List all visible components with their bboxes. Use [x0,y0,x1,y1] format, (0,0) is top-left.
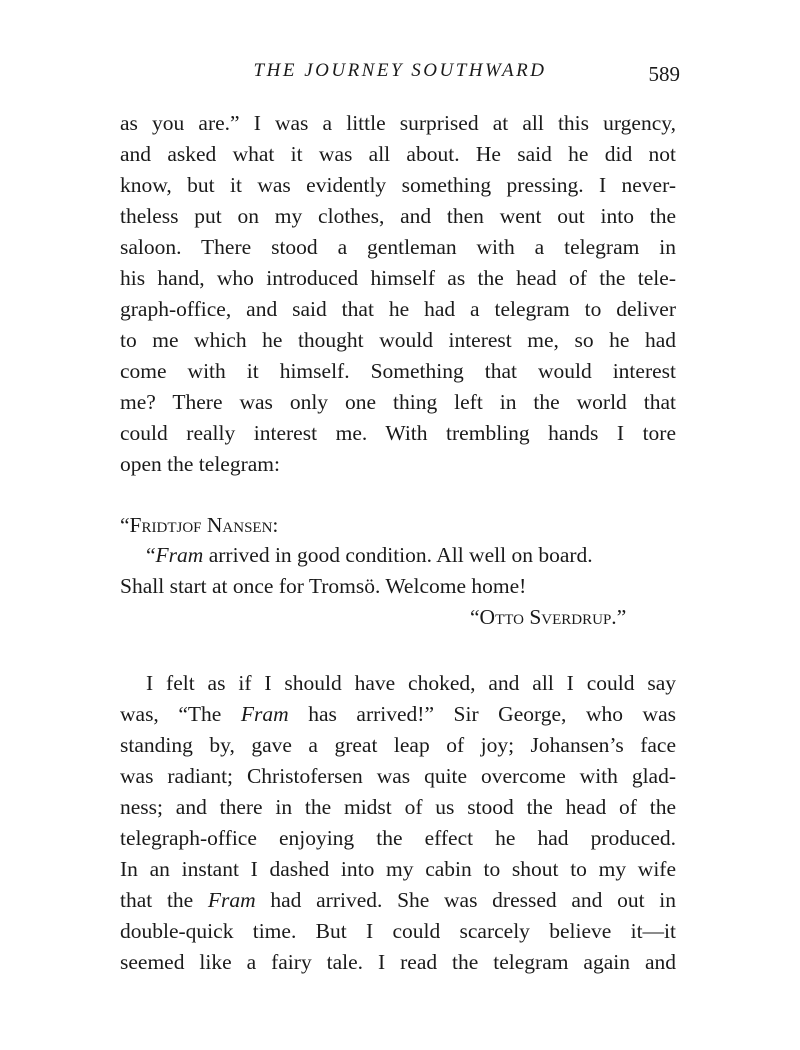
text-line: to me which he thought would interest me, so he had [120,328,676,352]
running-head [120,58,680,88]
text-line: me? There was only one thing left in the world that [120,390,676,414]
text-line: double-quick time. But I could scarcely believe it—it [120,919,676,943]
text-line: theless put on my clothes, and then went out into the [120,204,676,228]
sender-name: Otto Sverdrup. [479,605,617,629]
text-line: and asked what it was all about. He said he did not [120,142,676,166]
ship-name: Fram [155,543,204,567]
text-line: know, but it was evidently something pressing. I never- [120,173,676,197]
text-line: In an instant I dashed into my cabin to shout to my wife [120,857,676,881]
running-title: THE JOURNEY SOUTHWARD [253,60,547,81]
text-line: ness; and there in the midst of us stood the head of the [120,795,676,819]
ship-name: Fram [240,702,289,726]
telegram-line: “Fram arrived in good condition. All well on board. [146,543,593,567]
text-line: come with it himself. Something that would interest [120,359,676,383]
text-line: saloon. There stood a gentleman with a telegram in [120,235,676,259]
text-line: seemed like a fairy tale. I read the telegram again and [120,950,676,974]
addressee-name: Fridtjof Nansen [129,513,273,537]
text-line: his hand, who introduced himself as the head of the tele- [120,266,676,290]
text-line: as you are.” I was a little surprised at all this urgency, [120,111,676,135]
text-line: was, “The Fram has arrived!” Sir George, who was [120,702,676,726]
telegram-line: Shall start at once for Tromsö. Welcome home! [120,574,527,598]
text-line: standing by, gave a great leap of joy; Johansen’s face [120,733,676,757]
telegram-address: “Fridtjof Nansen: [120,513,279,537]
text-line: that the Fram had arrived. She was dressed and out in [120,888,676,912]
text-line: graph-office, and said that he had a telegram to deliver [120,297,676,321]
text-line: was radiant; Christofersen was quite overcome with glad- [120,764,676,788]
text-line: I felt as if I should have choked, and all I could say [146,671,676,695]
page-number: 589 [648,62,680,86]
text-line: could really interest me. With trembling hands I tore [120,421,676,445]
telegram-signature: “Otto Sverdrup.” [470,605,627,629]
text-line: telegraph-office enjoying the effect he had produced. [120,826,676,850]
text-line: open the telegram: [120,452,280,476]
ship-name: Fram [207,888,256,912]
